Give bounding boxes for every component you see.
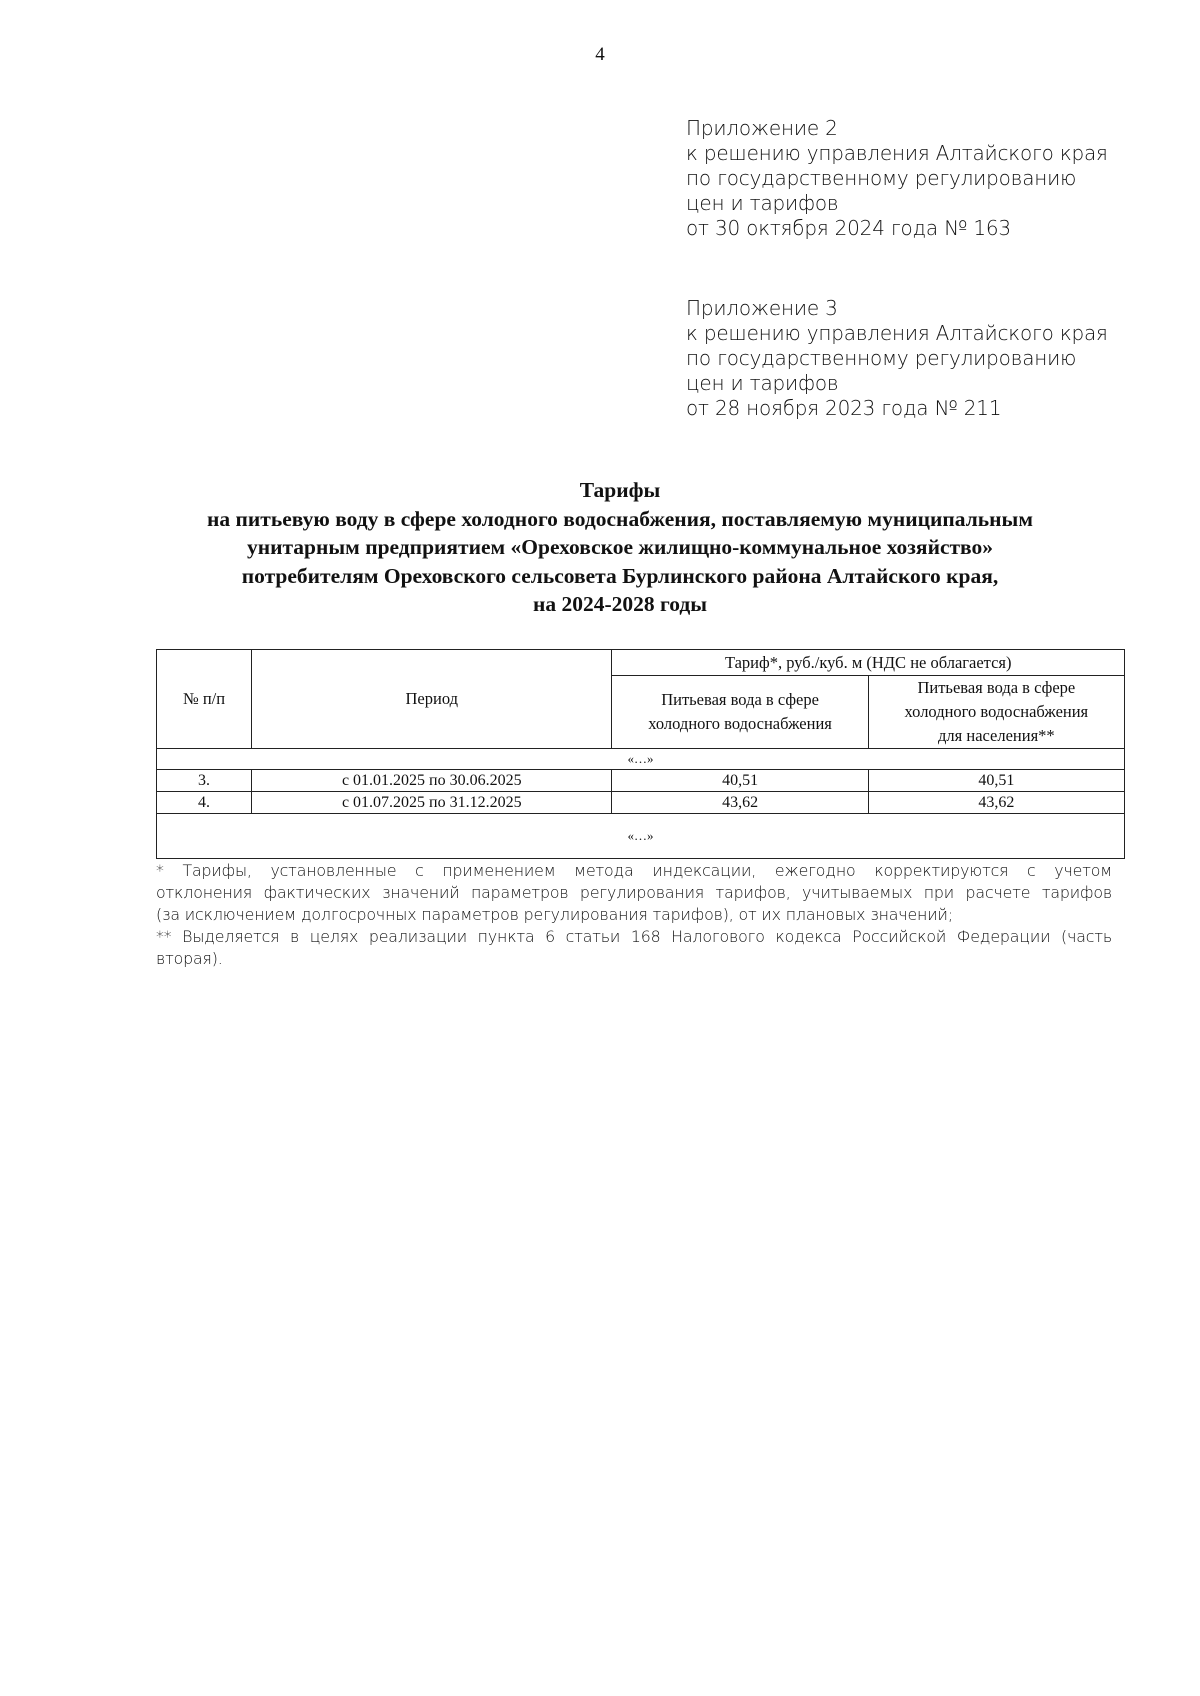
tariff-table — [156, 649, 1125, 859]
table-row — [157, 792, 1125, 814]
title-line: Тарифы — [579, 478, 661, 502]
footnote-line: ** Выделяется в целях реализации пункта 6 статьи 168 Налогового кодекса Российской Федерации (часть — [156, 927, 1112, 946]
cell-number: 3. — [157, 770, 252, 792]
appendix-2-line: цен и тарифов — [686, 191, 839, 215]
header-tariff-group: Тариф*, руб./куб. м (НДС не облагается) — [612, 650, 1125, 676]
header-drinking-water — [612, 676, 868, 749]
page-number: 4 — [595, 44, 605, 65]
document-title — [140, 476, 1100, 619]
appendix-2-line: по государственному регулированию — [686, 166, 1077, 190]
header-text-line: холодного водоснабжения — [648, 714, 832, 733]
appendix-2-line: от 30 октября 2024 года № 163 — [686, 216, 1011, 240]
title-line: на питьевую воду в сфере холодного водоснабжения, поставляемую муниципальным — [207, 506, 1033, 531]
title-line: потребителям Ореховского сельсовета Бурлинского района Алтайского края, — [241, 563, 999, 588]
header-text-line: Питьевая вода в сфере — [661, 690, 819, 709]
table-row — [157, 770, 1125, 792]
title-line: на 2024-2028 годы — [532, 592, 708, 616]
appendix-3-line: цен и тарифов — [686, 371, 839, 395]
footnote-line: (за исключением долгосрочных параметров регулирования тарифов), от их плановых значений; — [156, 905, 953, 924]
header-text-line: холодного водоснабжения — [904, 702, 1089, 721]
appendix-3-line: по государственному регулированию — [686, 346, 1077, 370]
appendix-3-line: к решению управления Алтайского края — [686, 321, 1108, 345]
cell-number: 4. — [157, 792, 252, 814]
header-period: Период — [252, 650, 612, 749]
table-ellipsis: «…» — [157, 749, 1125, 770]
header-text-line: Питьевая вода в сфере — [917, 678, 1076, 697]
appendix-2-header — [686, 116, 1166, 241]
footnote-line: вторая). — [156, 949, 223, 968]
appendix-3-line: от 28 ноября 2023 года № 211 — [686, 396, 1002, 420]
appendix-3-header — [686, 296, 1166, 421]
header-drinking-water-population — [868, 676, 1124, 749]
header-text-line: для населения** — [938, 726, 1055, 745]
cell-period: с 01.07.2025 по 31.12.2025 — [252, 792, 612, 814]
cell-period: с 01.01.2025 по 30.06.2025 — [252, 770, 612, 792]
footnotes — [156, 860, 1112, 970]
footnote-line: отклонения фактических значений параметров регулирования тарифов, учитываемых при расчете тарифов — [156, 883, 1112, 902]
cell-drinking-water-population: 43,62 — [868, 792, 1124, 814]
cell-drinking-water-population: 40,51 — [868, 770, 1124, 792]
table-trailing-ellipsis: «…» — [157, 814, 1125, 859]
appendix-2-line: к решению управления Алтайского края — [686, 141, 1108, 165]
cell-drinking-water: 43,62 — [612, 792, 868, 814]
title-line: унитарным предприятием «Ореховское жилищно-коммунальное хозяйство» — [246, 535, 994, 559]
header-number: № п/п — [157, 650, 252, 749]
cell-drinking-water: 40,51 — [612, 770, 868, 792]
appendix-2-line: Приложение 2 — [686, 116, 838, 140]
footnote-line: * Тарифы, установленные с применением метода индексации, ежегодно корректируются с учетом — [156, 861, 1112, 880]
appendix-3-line: Приложение 3 — [686, 296, 838, 320]
